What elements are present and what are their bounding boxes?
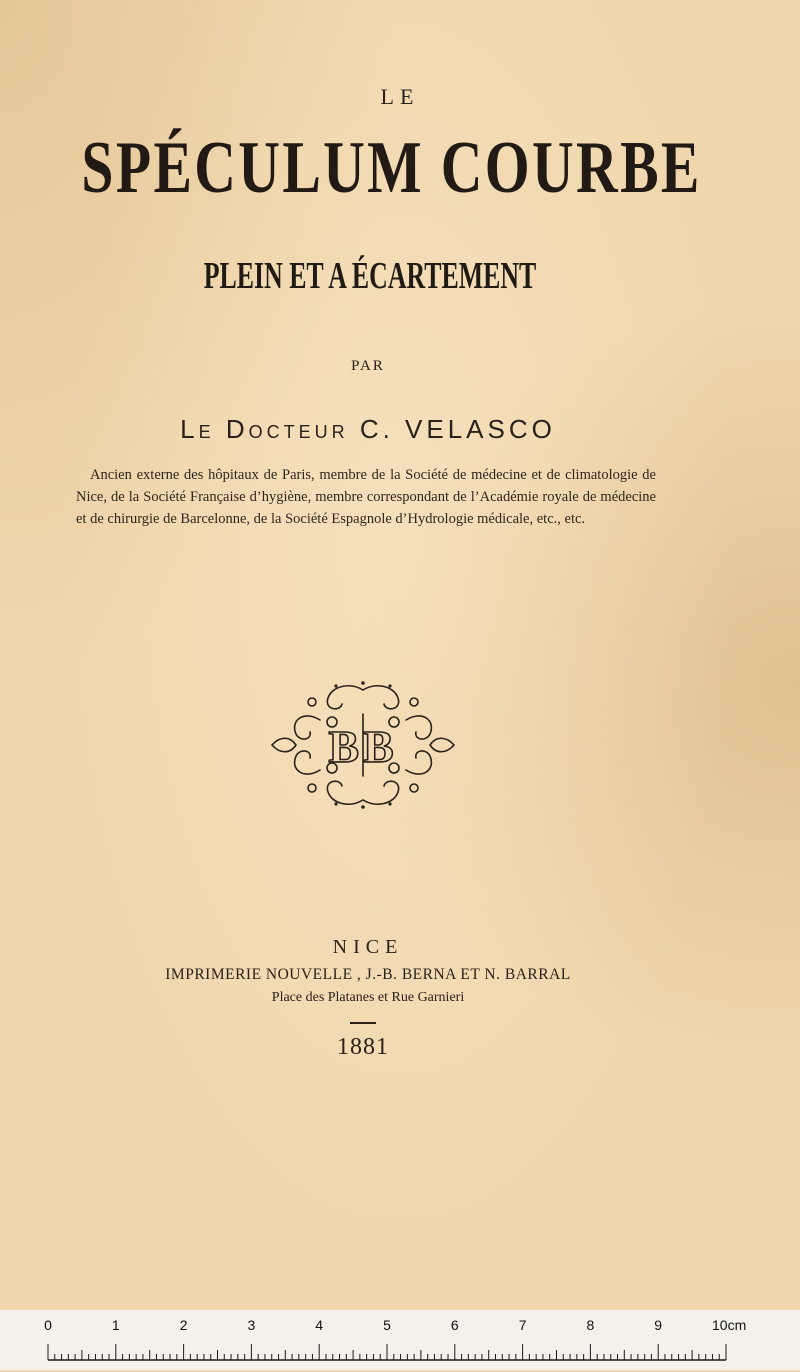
publisher-emblem bbox=[270, 680, 456, 810]
ruler-label: 8 bbox=[586, 1317, 595, 1333]
scale-ruler bbox=[0, 1310, 800, 1370]
emblem-letters: BB bbox=[328, 721, 398, 772]
ruler-label: 1 bbox=[111, 1317, 120, 1333]
publication-year: 1881 bbox=[337, 1034, 389, 1060]
title-article: LE bbox=[380, 84, 420, 109]
printer-address: Place des Platanes et Rue Garnieri bbox=[271, 990, 465, 1005]
publication-city: NICE bbox=[332, 936, 404, 958]
ruler-label: 0 bbox=[44, 1317, 52, 1333]
ruler-label: 6 bbox=[450, 1317, 459, 1333]
by-line: PAR bbox=[351, 358, 385, 374]
ruler-label: 3 bbox=[247, 1317, 256, 1333]
author-credentials: Ancien externe des hôpitaux de Paris, membre de la Société de médecine et de climatologie de Nice, de la Société Française d’hygiène, membre correspondant de l’Académie royale de médecine et de chirurgie de Barcelonne, de la Société Espagnole d’Hydrologie médicale, etc., etc. bbox=[76, 467, 656, 527]
author-name: Le Docteur C. VELASCO bbox=[180, 414, 556, 444]
main-title: SPÉCULUM COURBE bbox=[81, 127, 702, 209]
ruler-label: 4 bbox=[315, 1317, 324, 1333]
printer-name: IMPRIMERIE NOUVELLE , J.-B. BERNA ET N. BARRAL bbox=[165, 966, 571, 983]
ruler-label: 10cm bbox=[712, 1317, 747, 1333]
subtitle: PLEIN ET A ÉCARTEMENT bbox=[203, 255, 537, 297]
ruler-label: 2 bbox=[179, 1317, 188, 1333]
ruler-label: 7 bbox=[518, 1317, 527, 1333]
ruler-label: 9 bbox=[654, 1317, 663, 1333]
divider-rule bbox=[350, 1022, 376, 1024]
ruler-label: 5 bbox=[383, 1317, 391, 1333]
